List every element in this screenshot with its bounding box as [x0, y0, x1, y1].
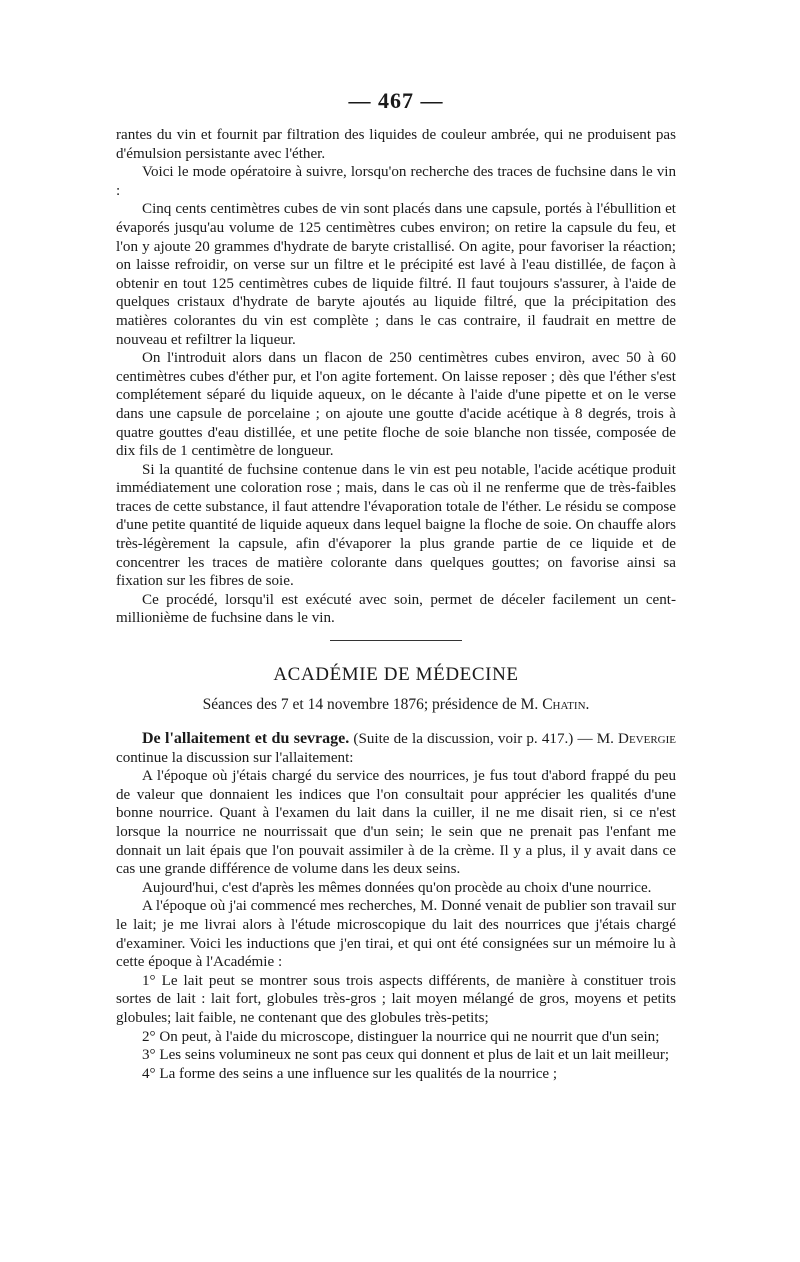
paragraph: Ce procédé, lorsqu'il est exécuté avec soin, permet de déceler facilement un cent-millionième de fuchsine dans le vin. — [116, 591, 676, 627]
section-divider — [330, 640, 462, 641]
article-title: De l'allaitement et du sevrage. — [142, 730, 350, 748]
session-line — [116, 695, 676, 714]
paragraph: A l'époque où j'ai commencé mes recherches, M. Donné venait de publier son travail sur le lait; je me livrai alors à l'étude microscopique du lait des nourrices que j'étais chargé d'examiner. Voici les inductions que j'en tirai, et qui ont été consignées sur un mémoire lu à cette époque à l'Académie : — [116, 898, 676, 971]
book-page — [116, 88, 676, 1248]
paragraph: A l'époque où j'étais chargé du service des nourrices, je fus tout d'abord frappé du peu de valeur que donnaient les indices que l'on consultait pour apprécier les qualités d'une bonne nourrice. Quant à l'examen du lait dans la cuiller, il ne me disait rien, si ce n'est lorsque la nourrice ne nourrissait que d'un sein; le sein que ne prenait pas l'enfant me donnait un lait épais que l'on pouvait assimiler à de la crème. Il y a plus, il y avait dans ce cas une grande différence de volume dans les deux seins. — [116, 768, 676, 878]
article-lead-tail: continue la discussion sur l'allaitement: — [116, 749, 354, 766]
speaker-name: Devergie — [618, 731, 676, 748]
list-item: 3° Les seins volumineux ne sont pas ceux qui donnent et plus de lait et un lait meilleur; — [142, 1047, 670, 1064]
article-lead — [116, 730, 676, 767]
paragraph: Voici le mode opératoire à suivre, lorsqu'on recherche des traces de fuchsine dans le vin : — [116, 164, 676, 199]
session-prefix: Séances des 7 et 14 novembre 1876; présidence de M. — [202, 696, 543, 714]
section-title: ACADÉMIE DE MÉDECINE — [273, 664, 519, 686]
list-item: 2° On peut, à l'aide du microscope, distinguer la nourrice qui ne nourrit que d'un sein; — [142, 1028, 660, 1045]
session-president: Chatin — [542, 696, 586, 714]
paragraph: Si la quantité de fuchsine contenue dans le vin est peu notable, l'acide acétique produit immédiatement une coloration rose ; mais, dans le cas où il ne renferme que de très-faibles traces de cette substance, il faut attendre l'évaporation totale de l'éther. Le résidu se compose d'une petite quantité de liquide aqueux dans lequel baigne la floche de soie. On chauffe alors très-légèrement la capsule, afin d'évaporer la plus grande partie de ce liquide et de concentrer les traces de matière colorante dans quelques gouttes; on favorise ainsi sa fixation sur les fibres de soie. — [116, 461, 676, 590]
article-block — [116, 730, 676, 1083]
paragraph: Aujourd'hui, c'est d'après les mêmes données qu'on procède au choix d'une nourrice. — [142, 879, 652, 896]
top-text-block — [116, 126, 676, 628]
paragraph: On l'introduit alors dans un flacon de 250 centimètres cubes environ, avec 50 à 60 centimètres cubes d'éther pur, et l'on agite fortement. On laisse reposer ; dès que l'éther s'est complétement séparé du liquide aqueux, on le décante à l'aide d'une pipette et on le verse dans une capsule de porcelaine ; on ajoute une goutte d'acide acétique à 8 degrés, trois à quatre gouttes d'eau distillée, et une petite floche de soie blanche non tissée, composée de dix fils de 1 centimètre de longueur. — [116, 350, 676, 460]
list-item: 4° La forme des seins a une influence sur les qualités de la nourrice ; — [142, 1065, 558, 1082]
paragraph: Cinq cents centimètres cubes de vin sont placés dans une capsule, portés à l'ébullition et évaporés jusqu'au volume de 125 centimètres cubes environ; on retire la capsule du feu, et l'on y ajoute 20 grammes d'hydrate de baryte cristallisé. On agite, pour favoriser la réaction; on laisse refroidir, on verse sur un filtre et le précipité est lavé à l'eau distillée, de façon à obtenir en tout 125 centimètres cubes de liquide filtré. Il faut toujours s'assurer, à l'aide de quelques cristaux d'hydrate de baryte ajoutés au liquide filtré, que la précipitation des matières colorantes du vin est complète ; dans le cas contraire, il faudrait en mettre de nouveau et refiltrer la liqueur. — [116, 201, 676, 348]
article-lead-rest: (Suite de la discussion, voir p. 417.) — M. — [349, 731, 619, 748]
page-number: — 467 — — [348, 88, 444, 113]
paragraph: rantes du vin et fournit par filtration des liquides de couleur ambrée, qui ne produisent pas d'émulsion persistante avec l'éther. — [116, 127, 676, 162]
list-item: 1° Le lait peut se montrer sous trois aspects différents, de manière à constituer trois sortes de lait : lait fort, globules très-gros ; lait moyen mélangé de gros, moyens et petits globules; lait faible, ne contenant que des globules très-petits; — [116, 972, 676, 1026]
session-suffix: . — [585, 696, 590, 714]
